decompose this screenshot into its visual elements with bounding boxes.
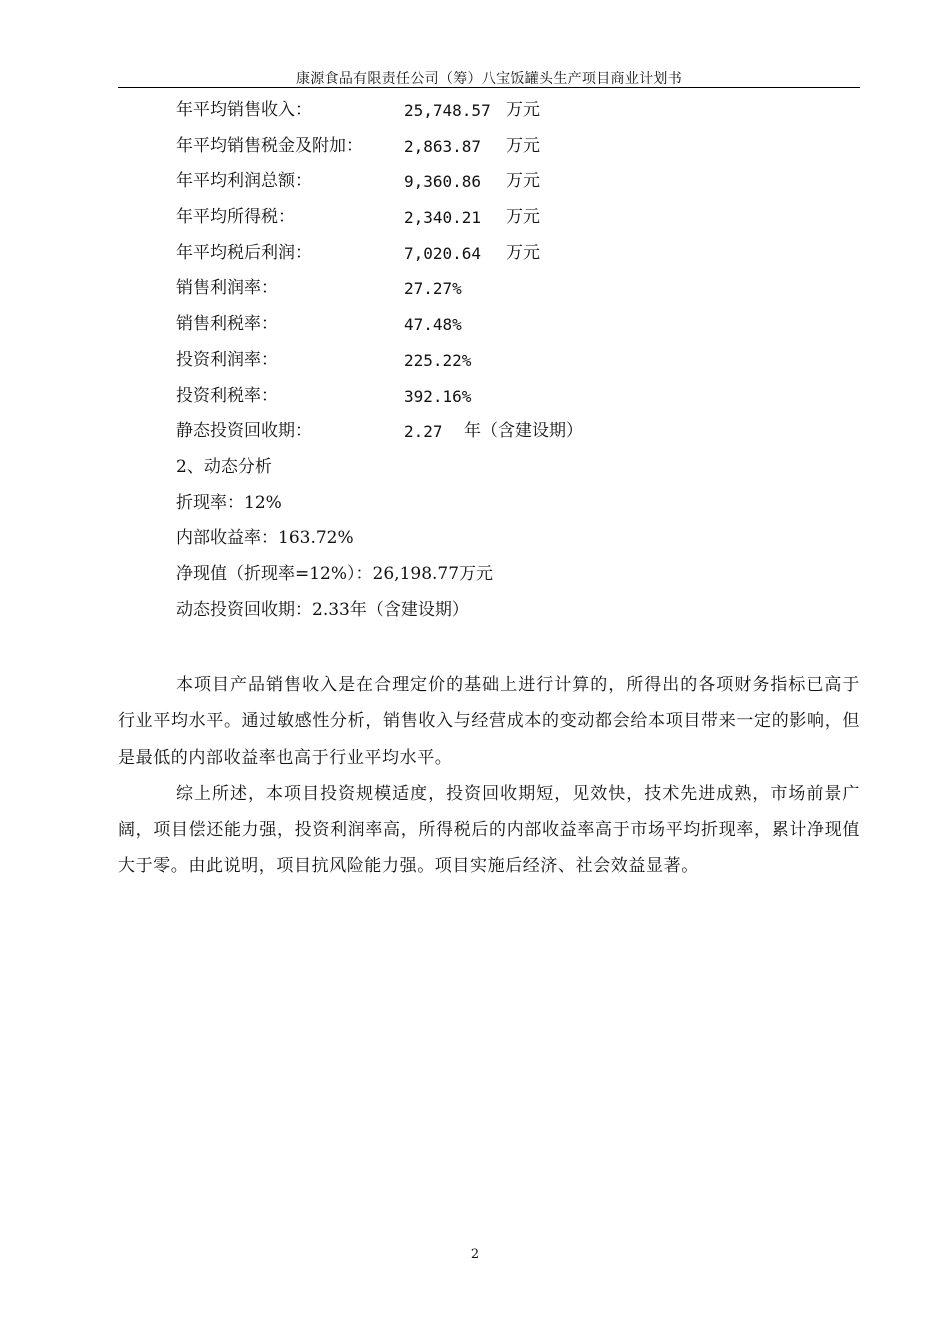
dynamic-indicator-line: 折现率：12% (176, 492, 282, 513)
header-divider (118, 87, 860, 88)
metric-row (176, 414, 816, 450)
metric-label: 销售利税率： (176, 314, 278, 335)
metric-row (176, 343, 816, 379)
metric-value: 25,748.57 (404, 101, 491, 120)
metric-value: 2,863.87 (404, 136, 482, 156)
metric-unit: 年（含建设期） (464, 421, 583, 442)
metric-label: 投资利税率： (176, 385, 278, 406)
metric-value: 7,020.64 (404, 243, 482, 263)
metric-row (176, 379, 816, 415)
metric-row (176, 93, 816, 129)
body-text (118, 667, 860, 885)
page-number: 2 (470, 1247, 480, 1262)
metric-value: 27.27% (404, 279, 462, 299)
metric-label: 投资利润率： (176, 349, 278, 370)
dynamic-indicator-line: 内部收益率：163.72% (176, 528, 354, 549)
dynamic-indicator-line: 净现值（折现率=12%）：26,198.77万元 (176, 563, 494, 584)
dynamic-indicator-line: 动态投资回收期：2.33年（含建设期） (176, 599, 469, 620)
metric-label: 年平均税后利润： (176, 242, 312, 263)
metric-value: 225.22% (404, 350, 472, 370)
metric-unit: 万元 (506, 207, 540, 228)
metric-value: 9,360.86 (404, 172, 482, 192)
metric-label: 年平均销售收入： (176, 100, 312, 120)
metric-label: 年平均所得税： (176, 207, 295, 228)
metric-row (176, 236, 816, 272)
metric-unit: 万元 (506, 242, 540, 263)
metric-label: 年平均利润总额： (176, 171, 312, 192)
metric-label: 年平均销售税金及附加： (176, 135, 363, 156)
metric-value: 2,340.21 (404, 208, 482, 228)
metric-value: 2.27 (404, 422, 443, 442)
document-header-title: 康源食品有限责任公司（筹）八宝饭罐头生产项目商业计划书 (295, 71, 683, 87)
metric-row (176, 307, 816, 343)
metric-unit: 万元 (506, 135, 540, 156)
metric-label: 静态投资回收期： (176, 421, 312, 442)
metric-row (176, 200, 816, 236)
metric-label: 销售利润率： (176, 278, 278, 299)
metric-value: 47.48% (404, 315, 462, 335)
metric-row (176, 129, 816, 165)
metric-unit: 万元 (506, 100, 540, 120)
metric-row (176, 271, 816, 307)
section-heading: 2、动态分析 (176, 456, 272, 477)
paragraph: 综上所述，本项目投资规模适度，投资回收期短，见效快，技术先进成熟，市场前景广阔，项目偿还能力强，投资利润率高，所得税后的内部收益率高于市场平均折现率，累计净现值大于零。由此说明，项目抗风险能力强。项目实施后经济、社会效益显著。 (118, 783, 860, 877)
metric-unit: 万元 (506, 171, 540, 192)
metric-row (176, 164, 816, 200)
financial-indicators (176, 93, 816, 628)
metric-value: 392.16% (404, 386, 472, 406)
paragraph: 本项目产品销售收入是在合理定价的基础上进行计算的，所得出的各项财务指标已高于行业平均水平。通过敏感性分析，销售收入与经营成本的变动都会给本项目带来一定的影响，但是最低的内部收益率也高于行业平均水平。 (118, 675, 860, 768)
